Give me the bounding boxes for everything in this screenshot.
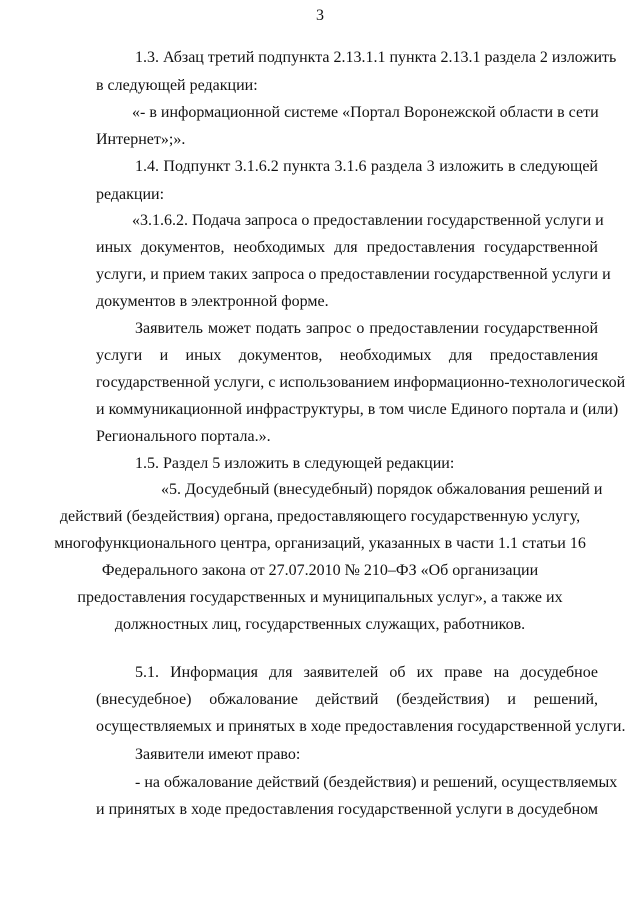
rights-item-line-2: и принятых в ходе предоставления государственной услуги в досудебном <box>96 801 598 818</box>
quote-portal-line-1: «- в информационной системе «Портал Воронежской области в сети <box>132 104 599 121</box>
quote-3-1-6-2-line-1: «3.1.6.2. Подача запроса о предоставлении государственной услуги и <box>132 212 604 229</box>
section-5-heading-line-2: действий (бездействия) органа, предоставляющего государственную услугу, <box>59 508 581 525</box>
paragraph-5-1-line-1: 5.1. Информация для заявителей об их праве на досудебное <box>135 664 598 681</box>
paragraph-5-1-line-3: осуществляемых и принятых в ходе предоставления государственной услуги. <box>96 718 626 735</box>
applicant-paragraph-line-5: Регионального портала.». <box>96 428 271 445</box>
section-5-heading-line-5: предоставления государственных и муниципальных услуг», а также их <box>77 589 563 606</box>
quote-3-1-6-2-line-4: документов в электронной форме. <box>96 293 329 310</box>
applicant-paragraph-line-1: Заявитель может подать запрос о предоставлении государственной <box>135 320 598 337</box>
section-5-heading-line-6: должностных лиц, государственных служащих, работников. <box>114 616 526 633</box>
paragraph-1-4-line-2: редакции: <box>96 186 165 203</box>
applicant-paragraph-line-3: государственной услуги, с использованием информационно-технологической <box>96 374 626 391</box>
paragraph-5-1-line-2: (внесудебное) обжалование действий (бездействия) и решений, <box>96 691 598 708</box>
applicant-paragraph-line-2: услуги и иных документов, необходимых для предоставления <box>96 347 598 364</box>
paragraph-1-5: 1.5. Раздел 5 изложить в следующей редакции: <box>135 455 455 472</box>
rights-item-line-1: - на обжалование действий (бездействия) и решений, осуществляемых <box>135 774 618 791</box>
paragraph-1-3-line-1: 1.3. Абзац третий подпункта 2.13.1.1 пункта 2.13.1 раздела 2 изложить <box>135 49 617 66</box>
section-5-heading-line-1: «5. Досудебный (внесудебный) порядок обжалования решений и <box>161 481 603 498</box>
section-5-heading-line-4: Федерального закона от 27.07.2010 № 210–ФЗ «Об организации <box>101 562 539 579</box>
quote-3-1-6-2-line-2: иных документов, необходимых для предоставления государственной <box>96 239 598 256</box>
applicant-paragraph-line-4: и коммуникационной инфраструктуры, в том числе Единого портала и (или) <box>96 401 619 418</box>
paragraph-1-3-line-2: в следующей редакции: <box>96 77 258 94</box>
page-number: 3 <box>316 7 324 24</box>
applicants-rights-intro: Заявители имеют право: <box>135 746 301 763</box>
quote-portal-line-2: Интернет»;». <box>96 131 186 148</box>
quote-3-1-6-2-line-3: услуги, и прием таких запроса о предоставлении государственной услуги и <box>96 266 611 283</box>
paragraph-1-4-line-1: 1.4. Подпункт 3.1.6.2 пункта 3.1.6 раздела 3 изложить в следующей <box>135 158 598 175</box>
section-5-heading-line-3: многофункционального центра, организаций, указанных в части 1.1 статьи 16 <box>54 535 586 552</box>
